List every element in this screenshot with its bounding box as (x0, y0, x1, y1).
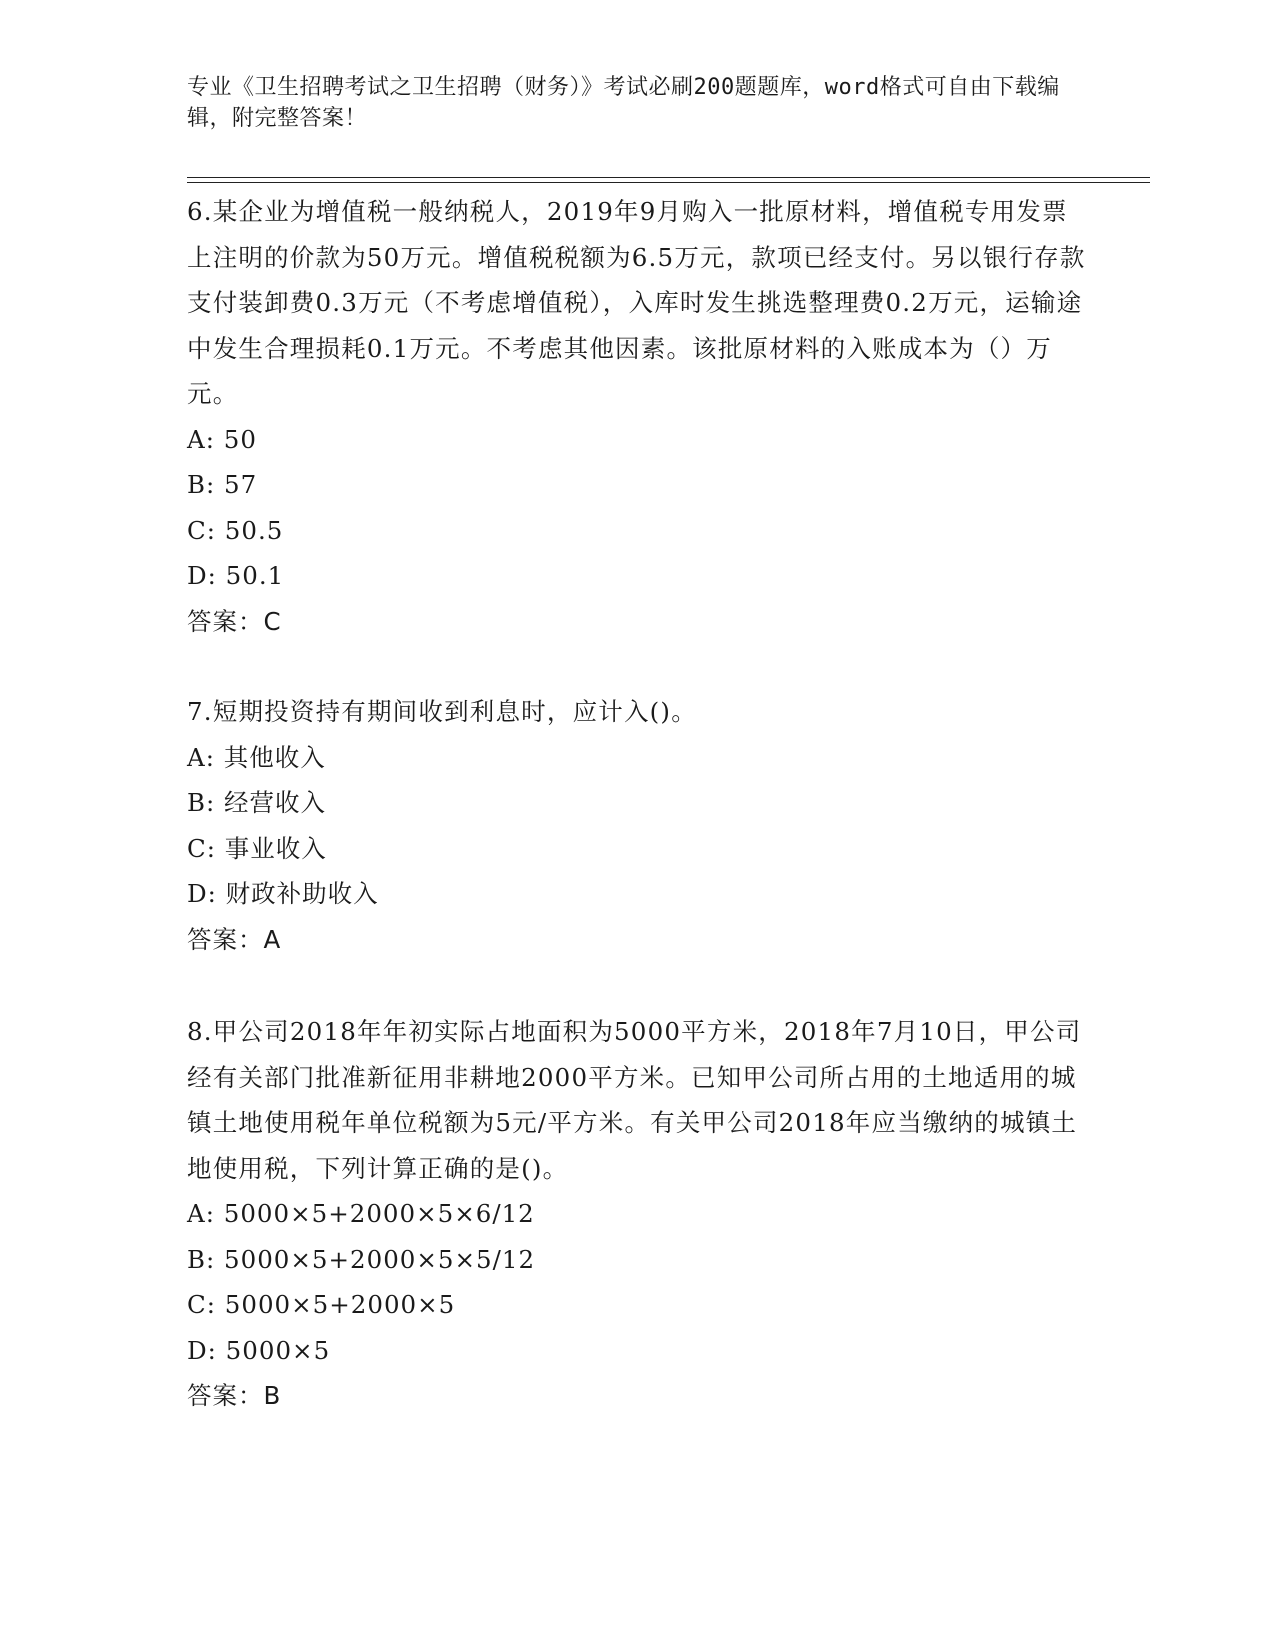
option-d: D: 财政补助收入 (187, 879, 379, 908)
header-divider-bottom (187, 182, 1150, 183)
question-stem: 7.短期投资持有期间收到利息时，应计入()。 (187, 697, 697, 726)
option-a: A: 5000×5+2000×5×6/12 (187, 1199, 535, 1228)
option-b: B: 5000×5+2000×5×5/12 (187, 1244, 536, 1274)
question-stem: 6.某企业为增值税一般纳税人，2019年9月购入一批原材料，增值税专用发票上注明的价款为50万元。增值税税额为6.5万元，款项已经支付。另以银行存款支付装卸费0.3万元（不考虑增值税），入库时发生挑选整理费0.2万元，运输途中发生合理损耗0.1万元。不考虑其他因素。该批原材料的入账成本为（）万元。 (187, 197, 1086, 408)
answer: 答案：B (187, 1381, 282, 1410)
answer: 答案：C (187, 606, 282, 636)
option-d: D: 5000×5 (187, 1335, 331, 1365)
question-7 (187, 689, 1087, 962)
header-divider-top (187, 177, 1150, 178)
option-a: A: 50 (187, 424, 257, 454)
option-b: B: 57 (187, 470, 258, 499)
option-d: D: 50.1 (187, 561, 285, 590)
question-8 (187, 1009, 1087, 1419)
option-c: C: 事业收入 (187, 833, 327, 863)
question-6 (187, 189, 1087, 644)
option-c: C: 50.5 (187, 515, 284, 545)
option-c: C: 5000×5+2000×5 (187, 1290, 456, 1319)
document-title: 专业《卫生招聘考试之卫生招聘（财务）》考试必刷200题题库，word格式可自由下载编辑，附完整答案！ (187, 75, 1060, 131)
question-stem: 8.甲公司2018年年初实际占地面积为5000平方米，2018年7月10日，甲公司经有关部门批准新征用非耕地2000平方米。已知甲公司所占用的土地适用的城镇土地使用税年单位税额为5元/平方米。有关甲公司2018年应当缴纳的城镇土地使用税，下列计算正确的是()。 (187, 1017, 1082, 1183)
option-b: B: 经营收入 (187, 788, 327, 817)
option-a: A: 其他收入 (187, 742, 326, 772)
answer: 答案：A (187, 924, 282, 954)
